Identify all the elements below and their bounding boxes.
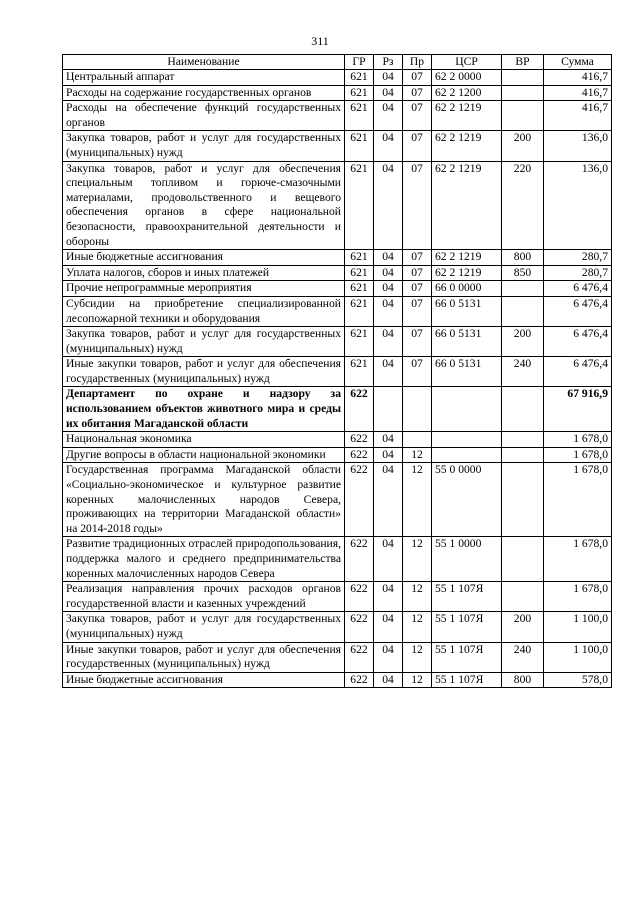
- cell-csr: [432, 387, 502, 432]
- cell-rz: 04: [374, 101, 403, 131]
- cell-vr: 800: [502, 672, 544, 688]
- cell-rz: [374, 387, 403, 432]
- cell-gr: 622: [345, 582, 374, 612]
- table-row: [63, 672, 612, 688]
- cell-csr: 66 0 5131: [432, 327, 502, 357]
- cell-rz: 04: [374, 161, 403, 250]
- cell-gr: 621: [345, 101, 374, 131]
- table-row: [63, 70, 612, 86]
- cell-pr: 07: [403, 85, 432, 101]
- cell-vr: [502, 296, 544, 326]
- table-row: [63, 281, 612, 297]
- cell-sum: 136,0: [544, 131, 612, 161]
- header-name: Наименование: [63, 55, 345, 70]
- cell-rz: 04: [374, 672, 403, 688]
- cell-rz: 04: [374, 582, 403, 612]
- cell-name: Уплата налогов, сборов и иных платежей: [63, 265, 345, 281]
- cell-rz: 04: [374, 432, 403, 448]
- cell-name: Государственная программа Магаданской области «Социально-экономическое и культурное развитие коренных малочисленных народов Севера, проживающих на территории Магаданской области» на 2014-2018 годы»: [63, 463, 345, 537]
- table-row: [63, 265, 612, 281]
- cell-rz: 04: [374, 612, 403, 642]
- cell-csr: [432, 432, 502, 448]
- cell-vr: 240: [502, 642, 544, 672]
- cell-csr: 55 1 0000: [432, 537, 502, 582]
- cell-vr: [502, 447, 544, 463]
- cell-csr: 62 2 0000: [432, 70, 502, 86]
- cell-gr: 622: [345, 537, 374, 582]
- cell-gr: 621: [345, 161, 374, 250]
- cell-sum: 416,7: [544, 70, 612, 86]
- page-number: 311: [311, 34, 329, 48]
- cell-rz: 04: [374, 296, 403, 326]
- cell-name: Развитие традиционных отраслей природопользования, поддержка малого и среднего предпринимательства коренных малочисленных народов Севера: [63, 537, 345, 582]
- cell-csr: 62 2 1219: [432, 131, 502, 161]
- cell-vr: 220: [502, 161, 544, 250]
- cell-name: Иные закупки товаров, работ и услуг для обеспечения государственных (муниципальных) нужд: [63, 357, 345, 387]
- cell-pr: 07: [403, 250, 432, 266]
- cell-vr: [502, 582, 544, 612]
- cell-vr: 200: [502, 612, 544, 642]
- cell-pr: 07: [403, 357, 432, 387]
- cell-name: Прочие непрограммные мероприятия: [63, 281, 345, 297]
- cell-pr: 12: [403, 672, 432, 688]
- header-gr: ГР: [345, 55, 374, 70]
- cell-vr: [502, 281, 544, 297]
- cell-gr: 621: [345, 357, 374, 387]
- table-row: [63, 296, 612, 326]
- cell-name: Департамент по охране и надзору за использованием объектов животного мира и среды их обитания Магаданской области: [63, 387, 345, 432]
- cell-vr: 850: [502, 265, 544, 281]
- table-row: [63, 387, 612, 432]
- cell-sum: 416,7: [544, 85, 612, 101]
- cell-rz: 04: [374, 281, 403, 297]
- cell-name: Закупка товаров, работ и услуг для обеспечения специальным топливом и горюче-смазочными материалами, продовольственного и вещевого обеспечения органов в сфере национальной безопасности, правоохранительной деятельности и обороны: [63, 161, 345, 250]
- cell-name: Национальная экономика: [63, 432, 345, 448]
- table-row: [63, 250, 612, 266]
- cell-gr: 622: [345, 387, 374, 432]
- cell-pr: 12: [403, 642, 432, 672]
- cell-vr: [502, 432, 544, 448]
- table-row: [63, 612, 612, 642]
- cell-gr: 622: [345, 432, 374, 448]
- cell-rz: 04: [374, 447, 403, 463]
- cell-sum: 280,7: [544, 250, 612, 266]
- table-body: [63, 70, 612, 688]
- cell-csr: 66 0 5131: [432, 357, 502, 387]
- table-row: [63, 327, 612, 357]
- cell-csr: 62 2 1200: [432, 85, 502, 101]
- cell-name: Центральный аппарат: [63, 70, 345, 86]
- cell-pr: 12: [403, 447, 432, 463]
- cell-name: Закупка товаров, работ и услуг для государственных (муниципальных) нужд: [63, 131, 345, 161]
- cell-gr: 622: [345, 447, 374, 463]
- cell-pr: 07: [403, 70, 432, 86]
- cell-vr: 240: [502, 357, 544, 387]
- cell-csr: 66 0 0000: [432, 281, 502, 297]
- cell-gr: 621: [345, 296, 374, 326]
- cell-rz: 04: [374, 265, 403, 281]
- cell-sum: 1 678,0: [544, 537, 612, 582]
- cell-gr: 621: [345, 70, 374, 86]
- cell-csr: 66 0 5131: [432, 296, 502, 326]
- cell-gr: 621: [345, 85, 374, 101]
- cell-pr: 07: [403, 131, 432, 161]
- cell-gr: 621: [345, 131, 374, 161]
- cell-sum: 136,0: [544, 161, 612, 250]
- cell-name: Иные закупки товаров, работ и услуг для обеспечения государственных (муниципальных) нужд: [63, 642, 345, 672]
- header-csr: ЦСР: [432, 55, 502, 70]
- cell-gr: 621: [345, 265, 374, 281]
- cell-name: Реализация направления прочих расходов органов государственной власти и казенных учреждений: [63, 582, 345, 612]
- cell-gr: 621: [345, 250, 374, 266]
- cell-name: Иные бюджетные ассигнования: [63, 250, 345, 266]
- table-row: [63, 161, 612, 250]
- cell-vr: 800: [502, 250, 544, 266]
- header-vr: ВР: [502, 55, 544, 70]
- cell-name: Иные бюджетные ассигнования: [63, 672, 345, 688]
- cell-csr: 62 2 1219: [432, 101, 502, 131]
- budget-table: [62, 54, 612, 688]
- cell-sum: 1 678,0: [544, 582, 612, 612]
- table-row: [63, 582, 612, 612]
- cell-gr: 622: [345, 642, 374, 672]
- table-row: [63, 131, 612, 161]
- header-pr: Пр: [403, 55, 432, 70]
- cell-pr: 12: [403, 463, 432, 537]
- cell-rz: 04: [374, 463, 403, 537]
- cell-sum: 578,0: [544, 672, 612, 688]
- cell-vr: 200: [502, 131, 544, 161]
- table-row: [63, 447, 612, 463]
- cell-vr: [502, 101, 544, 131]
- table-row: [63, 357, 612, 387]
- cell-rz: 04: [374, 70, 403, 86]
- cell-vr: [502, 85, 544, 101]
- cell-csr: 55 1 107Я: [432, 672, 502, 688]
- cell-rz: 04: [374, 131, 403, 161]
- cell-sum: 416,7: [544, 101, 612, 131]
- table-row: [63, 463, 612, 537]
- cell-csr: 55 1 107Я: [432, 582, 502, 612]
- cell-pr: 07: [403, 327, 432, 357]
- cell-pr: 12: [403, 537, 432, 582]
- cell-sum: 1 678,0: [544, 432, 612, 448]
- cell-sum: 1 678,0: [544, 463, 612, 537]
- cell-vr: 200: [502, 327, 544, 357]
- cell-sum: 1 100,0: [544, 612, 612, 642]
- cell-vr: [502, 70, 544, 86]
- cell-csr: [432, 447, 502, 463]
- cell-name: Закупка товаров, работ и услуг для государственных (муниципальных) нужд: [63, 327, 345, 357]
- cell-csr: 62 2 1219: [432, 265, 502, 281]
- cell-name: Расходы на обеспечение функций государственных органов: [63, 101, 345, 131]
- cell-rz: 04: [374, 85, 403, 101]
- cell-pr: [403, 432, 432, 448]
- table-row: [63, 101, 612, 131]
- cell-pr: 12: [403, 582, 432, 612]
- header-sum: Сумма: [544, 55, 612, 70]
- cell-gr: 621: [345, 281, 374, 297]
- cell-sum: 6 476,4: [544, 281, 612, 297]
- header-rz: Рз: [374, 55, 403, 70]
- cell-pr: 07: [403, 101, 432, 131]
- table-row: [63, 85, 612, 101]
- cell-gr: 622: [345, 612, 374, 642]
- cell-name: Субсидии на приобретение специализированной лесопожарной техники и оборудования: [63, 296, 345, 326]
- cell-csr: 55 0 0000: [432, 463, 502, 537]
- cell-gr: 622: [345, 672, 374, 688]
- cell-sum: 67 916,9: [544, 387, 612, 432]
- cell-sum: 6 476,4: [544, 357, 612, 387]
- cell-csr: 62 2 1219: [432, 161, 502, 250]
- cell-rz: 04: [374, 537, 403, 582]
- cell-rz: 04: [374, 250, 403, 266]
- cell-sum: 6 476,4: [544, 327, 612, 357]
- table-row: [63, 642, 612, 672]
- cell-csr: 55 1 107Я: [432, 612, 502, 642]
- cell-rz: 04: [374, 357, 403, 387]
- cell-vr: [502, 463, 544, 537]
- cell-gr: 621: [345, 327, 374, 357]
- cell-rz: 04: [374, 642, 403, 672]
- cell-pr: 07: [403, 296, 432, 326]
- cell-sum: 1 100,0: [544, 642, 612, 672]
- cell-gr: 622: [345, 463, 374, 537]
- table-row: [63, 432, 612, 448]
- cell-sum: 6 476,4: [544, 296, 612, 326]
- cell-pr: [403, 387, 432, 432]
- cell-name: Закупка товаров, работ и услуг для государственных (муниципальных) нужд: [63, 612, 345, 642]
- cell-csr: 62 2 1219: [432, 250, 502, 266]
- cell-pr: 07: [403, 161, 432, 250]
- cell-vr: [502, 387, 544, 432]
- cell-sum: 280,7: [544, 265, 612, 281]
- cell-pr: 12: [403, 612, 432, 642]
- cell-name: Расходы на содержание государственных органов: [63, 85, 345, 101]
- cell-vr: [502, 537, 544, 582]
- cell-pr: 07: [403, 265, 432, 281]
- cell-rz: 04: [374, 327, 403, 357]
- cell-pr: 07: [403, 281, 432, 297]
- table-row: [63, 537, 612, 582]
- table-header-row: [63, 55, 612, 70]
- cell-name: Другие вопросы в области национальной экономики: [63, 447, 345, 463]
- cell-sum: 1 678,0: [544, 447, 612, 463]
- cell-csr: 55 1 107Я: [432, 642, 502, 672]
